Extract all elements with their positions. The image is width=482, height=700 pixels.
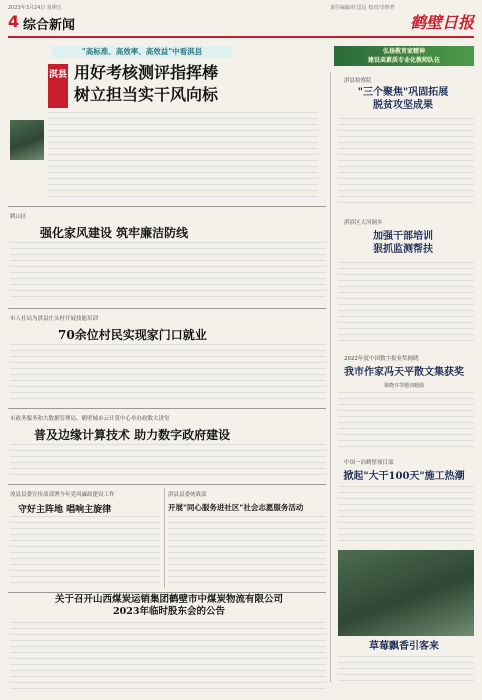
lead-headline-line1: 用好考核测评指挥棒 xyxy=(74,63,219,82)
lead-body-text xyxy=(48,112,318,202)
award-body xyxy=(338,392,474,450)
strawberry-body xyxy=(338,656,474,686)
notice-line2: 2023年临时股东会的公告 xyxy=(113,606,225,617)
award-subtitle: 梁晓卉等题词勉励 xyxy=(383,383,424,389)
defend-body xyxy=(10,516,160,586)
notice-line1: 关于召开山西煤炭运销集团鹤壁市中煤炭物流有限公司 xyxy=(54,594,283,605)
divider xyxy=(8,408,326,409)
construction-kicker: 中国一冶鹤壁项目部 xyxy=(344,460,394,466)
qibin-body xyxy=(338,262,474,344)
right-top-kicker: 淇县检察院 xyxy=(344,78,372,84)
qibin-headline xyxy=(338,230,468,256)
masthead xyxy=(8,10,474,38)
heshan-kicker: 鹤山区 xyxy=(10,214,27,220)
newspaper-logo: 鹤壁日报 xyxy=(409,13,474,32)
heshan-headline: 强化家风建设 筑牢廉洁防线 xyxy=(40,226,189,240)
county-tag: 淇县 xyxy=(48,64,68,108)
issue-date: 2023年3月24日 星期五 xyxy=(8,5,62,11)
employment-headline: 70余位村民实现家门口就业 xyxy=(58,328,207,342)
strawberry-greenhouse-photo xyxy=(338,550,474,636)
heshan-body xyxy=(10,242,326,302)
right-top-line2: 脱贫攻坚成果 xyxy=(373,100,433,111)
qibin-line1: 加强干部培训 xyxy=(373,231,433,242)
editor-credit: 责任编辑/任思远 校对/李辉哲 xyxy=(330,5,395,11)
right-top-headline xyxy=(338,86,468,112)
divider xyxy=(8,206,326,207)
section-name: 综合新闻 xyxy=(23,18,76,33)
promo-line2: 建设高素质专业化教师队伍 xyxy=(367,57,440,64)
divider xyxy=(8,308,326,309)
promo-banner xyxy=(334,46,474,66)
defend-headline: 守好主阵地 唱响主旋律 xyxy=(18,505,112,515)
lead-headline-line2: 树立担当实干风向标 xyxy=(74,85,219,104)
notice-body xyxy=(10,622,326,690)
qibin-line2: 狠抓监测帮扶 xyxy=(373,244,433,255)
construction-headline: 掀起"大干100天"施工热潮 xyxy=(343,471,465,482)
lead-banner: "高标准、高效率、高效益"中看淇县 xyxy=(52,46,232,58)
construction-body xyxy=(338,486,474,546)
column-divider xyxy=(330,72,331,682)
right-top-line1: "三个聚焦"巩固拓展 xyxy=(357,87,449,98)
promo-line1: 弘扬教育家精神 xyxy=(382,48,425,55)
qibin-kicker: 淇滨区大河涧乡 xyxy=(344,220,383,226)
divider xyxy=(8,484,326,485)
notice-headline xyxy=(14,594,324,618)
section-number: 4 xyxy=(8,12,20,31)
employment-kicker: 市人社局为淇县庄头村开展技能培训 xyxy=(10,316,99,322)
defend-kicker: 浚县县委宣传部部署今年党风廉政建设工作 xyxy=(10,492,115,498)
volunteer-headline: 开展"同心服务进社区"社会志愿服务活动 xyxy=(168,503,304,512)
strawberry-headline: 草莓飘香引客来 xyxy=(369,641,439,652)
digital-gov-kicker: 市政务服务和大数据管理局、鹤壁城市云计算中心举办政数大讲堂 xyxy=(10,416,170,422)
right-top-body xyxy=(338,118,474,208)
volunteer-body xyxy=(168,516,326,586)
award-headline: 我市作家冯天平散文集获奖 xyxy=(344,367,464,378)
employment-body xyxy=(10,344,326,402)
volunteer-kicker: 淇县县委统战部 xyxy=(168,492,207,498)
lead-headline xyxy=(74,62,218,106)
column-divider xyxy=(164,488,165,588)
divider xyxy=(8,592,326,593)
digital-gov-headline: 普及边缘计算技术 助力数字政府建设 xyxy=(34,428,231,442)
award-kicker: 2022年度中国数字报业奖揭晓 xyxy=(344,356,419,362)
lead-photo xyxy=(10,120,44,160)
digital-gov-body xyxy=(10,444,326,480)
